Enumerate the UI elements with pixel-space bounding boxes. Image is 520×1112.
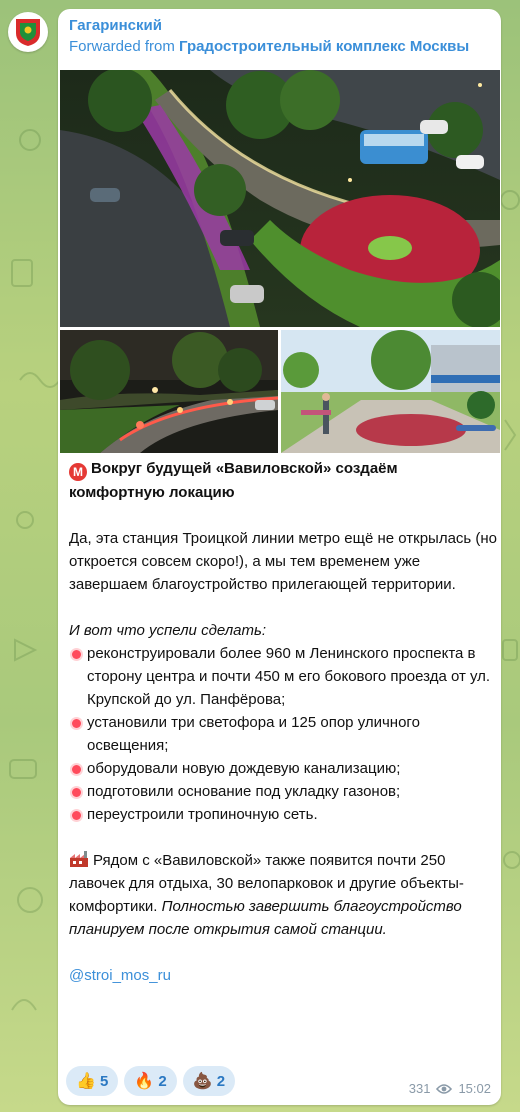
reaction-poop[interactable]	[183, 1066, 235, 1096]
reaction-thumbs-up[interactable]	[66, 1066, 118, 1096]
forwarded-line	[69, 36, 493, 58]
hashtag-link[interactable]: @stroi_mos_ru	[69, 967, 171, 984]
message-header	[69, 16, 493, 58]
list-item: установили три светофора и 125 опор уличного освещения;	[69, 711, 499, 757]
red-dot-icon	[72, 811, 81, 820]
list-heading: И вот что успели сделать:	[69, 622, 267, 639]
post-title	[69, 457, 499, 504]
reaction-count: 5	[100, 1072, 109, 1090]
metro-icon: М	[69, 463, 87, 481]
list-item: подготовили основание под укладку газонов;	[69, 780, 499, 803]
coat-of-arms-icon	[14, 17, 42, 47]
list-item: переустроили тропиночную сеть.	[69, 803, 499, 826]
message-time: 15:02	[458, 1081, 491, 1096]
fire-icon: 🔥	[134, 1073, 155, 1090]
channel-name[interactable]: Гагаринский	[69, 17, 162, 34]
message-meta	[409, 1081, 491, 1096]
view-count: 331	[408, 1081, 431, 1096]
reaction-count: 2	[216, 1072, 226, 1090]
channel-avatar[interactable]	[8, 12, 48, 52]
post-title-line1: Вокруг будущей «Вавиловской» создаём	[91, 460, 398, 477]
photo-day-plaza[interactable]	[281, 330, 500, 453]
eye-icon	[436, 1083, 452, 1095]
post-intro: Да, эта станция Троицкой линии метро ещё не открылась (но откроется совсем скоро!), а мы тем временем уже завершаем благоустройство прилегающей территории.	[69, 530, 498, 593]
factory-icon	[69, 850, 89, 868]
list-item: оборудовали новую дождевую канализацию;	[69, 757, 499, 780]
post-title-line2: комфортную локацию	[69, 484, 235, 501]
list-item: реконструировали более 960 м Ленинского проспекта в сторону центра и почти 450 м его бокового проезда от ул. Крупской до ул. Панфёрова;	[69, 642, 499, 711]
red-dot-icon	[72, 788, 81, 797]
forwarded-source-link[interactable]: Градостроительный комплекс Москвы	[179, 38, 470, 55]
reaction-count: 2	[158, 1072, 167, 1090]
red-dot-icon	[72, 650, 81, 659]
thumbs-up-icon: 👍	[76, 1073, 96, 1090]
outro-italic: Полностью завершить благоустройство планируем после открытия самой станции.	[69, 898, 462, 938]
post-outro	[69, 849, 499, 941]
reactions-bar	[66, 1066, 235, 1096]
poop-icon: 💩	[192, 1073, 213, 1090]
photo-main-render[interactable]	[60, 70, 500, 327]
message-text	[69, 457, 499, 987]
message-bubble	[58, 9, 501, 1105]
forwarded-prefix: Forwarded from	[69, 38, 175, 55]
reaction-fire[interactable]	[124, 1066, 176, 1096]
photo-night-path[interactable]	[60, 330, 278, 453]
outro-text: Рядом с «Вавиловской» также появится почти 250 лавочек для отдыха, 30 велопарковок и другие объекты-комфортики.	[69, 852, 464, 915]
red-dot-icon	[72, 719, 81, 728]
red-dot-icon	[72, 765, 81, 774]
